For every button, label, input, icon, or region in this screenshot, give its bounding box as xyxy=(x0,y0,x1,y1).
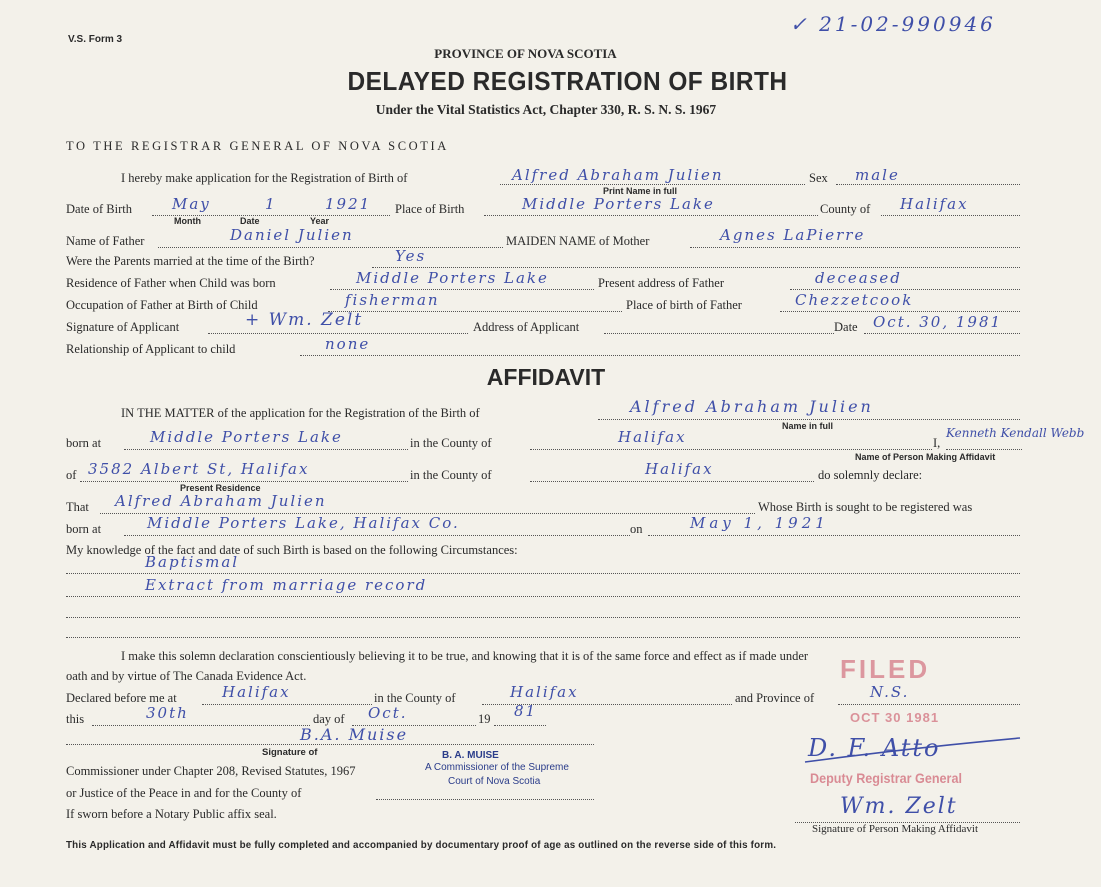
born-at-value-2[interactable]: Middle Porters Lake, Halifax Co. xyxy=(147,514,460,532)
place-birth-label: Place of Birth xyxy=(395,202,465,216)
commissioner-signature: B.A. Muise xyxy=(300,725,409,744)
day-of-label: day of xyxy=(313,712,345,726)
sig-person-label: Signature of Person Making Affidavit xyxy=(812,823,978,835)
circumstance-1[interactable]: Baptismal xyxy=(145,553,240,571)
dob-day[interactable]: 1 xyxy=(265,195,277,213)
father-birth-label: Place of birth of Father xyxy=(626,298,742,312)
form-number: V.S. Form 3 xyxy=(68,34,123,45)
maiden-label: MAIDEN NAME of Mother xyxy=(506,234,650,248)
affiant-signature: Wm. Zelt xyxy=(840,794,958,819)
county-label: County of xyxy=(820,202,871,216)
form-subtitle: Under the Vital Statistics Act, Chapter 330, R. S. N. S. 1967 xyxy=(375,102,717,117)
solemn-line-2: oath and by virtue of The Canada Evidence Act. xyxy=(66,669,307,683)
dob-year[interactable]: 1921 xyxy=(325,195,372,213)
on-label: on xyxy=(630,522,643,536)
county-value-c[interactable]: Halifax xyxy=(510,683,579,701)
applicant-child-name[interactable]: Alfred Abraham Julien xyxy=(512,166,724,184)
occupation-label: Occupation of Father at Birth of Child xyxy=(66,298,258,312)
affiant-name[interactable]: Kenneth Kendall Webb xyxy=(946,426,1085,440)
form-title: DELAYED REGISTRATION OF BIRTH xyxy=(347,66,788,96)
i-label: I, xyxy=(933,436,941,450)
addr-applicant-label: Address of Applicant xyxy=(473,320,580,334)
circumstance-2[interactable]: Extract from marriage record xyxy=(145,576,428,594)
filed-date-stamp: OCT 30 1981 xyxy=(850,710,940,725)
father-birth-value[interactable]: Chezzetcook xyxy=(795,291,914,309)
declared-value[interactable]: Halifax xyxy=(222,683,291,701)
present-addr-label: Present address of Father xyxy=(598,276,725,290)
dob-month[interactable]: May xyxy=(172,195,211,213)
signature-of-label: Signature of xyxy=(262,747,318,758)
deputy-registrar-stamp: Deputy Registrar General xyxy=(810,770,962,786)
registrar-signature: D. F. Atto xyxy=(808,734,941,762)
affidavit-child-name[interactable]: Alfred Abraham Julien xyxy=(630,397,874,416)
residence-label: Residence of Father when Child was born xyxy=(66,276,276,290)
footer-note: This Application and Affidavit must be fully completed and accompanied by documentary proof of age as outlined on the reverse side of this form. xyxy=(66,840,777,851)
married-label: Were the Parents married at the time of the Birth? xyxy=(66,254,315,268)
county-label-b: in the County of xyxy=(410,468,492,482)
knowledge-label: My knowledge of the fact and date of such Birth is based on the following Circumstances: xyxy=(66,543,518,557)
residence-value[interactable]: Middle Porters Lake xyxy=(356,269,549,287)
commissioner-label: Commissioner under Chapter 208, Revised Statutes, 1967 xyxy=(66,764,356,778)
month-value[interactable]: Oct. xyxy=(368,704,408,722)
that-value[interactable]: Alfred Abraham Julien xyxy=(115,492,327,510)
born-at-value[interactable]: Middle Porters Lake xyxy=(150,428,343,446)
registrar-signature-flourish xyxy=(800,730,1030,770)
affidavit-heading: AFFIDAVIT xyxy=(486,364,606,390)
on-value[interactable]: May 1, 1921 xyxy=(690,514,829,532)
declared-label: Declared before me at xyxy=(66,691,177,705)
sex-label: Sex xyxy=(809,171,828,185)
married-value[interactable]: Yes xyxy=(395,247,427,265)
relationship-value[interactable]: none xyxy=(325,335,371,353)
sig-applicant-label: Signature of Applicant xyxy=(66,320,180,334)
county-label-c: in the County of xyxy=(374,691,456,705)
whose-label: Whose Birth is sought to be registered was xyxy=(758,500,973,514)
apply-label: I hereby make application for the Registration of Birth of xyxy=(121,171,408,185)
county-value-a[interactable]: Halifax xyxy=(618,428,687,446)
born-at-label-2: born at xyxy=(66,522,102,536)
born-at-label: born at xyxy=(66,436,102,450)
day-value[interactable]: 30th xyxy=(146,704,189,722)
print-name-note: Print Name in full xyxy=(603,186,678,196)
year-note: Year xyxy=(310,216,330,226)
date-value[interactable]: Oct. 30, 1981 xyxy=(873,313,1003,331)
province-heading: PROVINCE OF NOVA SCOTIA xyxy=(434,46,617,61)
province-label: and Province of xyxy=(735,691,815,705)
month-note: Month xyxy=(174,216,201,226)
place-birth-value[interactable]: Middle Porters Lake xyxy=(522,195,715,213)
father-label: Name of Father xyxy=(66,234,145,248)
stamp-line-2: Court of Nova Scotia xyxy=(448,776,541,787)
stamp-line-1: A Commissioner of the Supreme xyxy=(425,762,569,773)
matter-label: IN THE MATTER of the application for the Registration of the Birth of xyxy=(121,406,480,420)
that-label: That xyxy=(66,500,89,514)
affiant-note: Name of Person Making Affidavit xyxy=(855,452,996,462)
justice-label: or Justice of the Peace in and for the County of xyxy=(66,786,302,800)
date-label: Date xyxy=(834,320,858,334)
dob-label: Date of Birth xyxy=(66,202,132,216)
sig-applicant-value[interactable]: + Wm. Zelt xyxy=(245,310,364,330)
occupation-value[interactable]: fisherman xyxy=(345,291,440,309)
maiden-value[interactable]: Agnes LaPierre xyxy=(720,226,866,244)
sex-value[interactable]: male xyxy=(855,166,900,184)
name-full-note: Name in full xyxy=(782,421,834,431)
present-res-note: Present Residence xyxy=(180,483,261,493)
present-addr-value[interactable]: deceased xyxy=(815,269,902,287)
to-line: TO THE REGISTRAR GENERAL OF NOVA SCOTIA xyxy=(66,139,449,153)
stamp-name: B. A. MUISE xyxy=(442,750,499,761)
nineteen-label: 19 xyxy=(478,712,491,726)
year-value[interactable]: 81 xyxy=(514,702,538,720)
declare-label: do solemnly declare: xyxy=(818,468,923,482)
father-name[interactable]: Daniel Julien xyxy=(230,226,354,244)
registration-number: ✓ 21-02-990946 xyxy=(790,12,996,36)
date-note: Date xyxy=(240,216,260,226)
county-label-a: in the County of xyxy=(410,436,492,450)
county-value[interactable]: Halifax xyxy=(900,195,969,213)
this-label: this xyxy=(66,712,85,726)
of-label: of xyxy=(66,468,77,482)
province-value[interactable]: N.S. xyxy=(870,683,910,701)
filed-stamp: FILED xyxy=(840,654,931,684)
solemn-line-1: I make this solemn declaration conscientiously believing it to be true, and knowing that it is of the same force and effect as if made under xyxy=(121,649,809,663)
relationship-label: Relationship of Applicant to child xyxy=(66,342,236,356)
affiant-residence[interactable]: 3582 Albert St, Halifax xyxy=(88,460,310,478)
notary-label: If sworn before a Notary Public affix seal. xyxy=(66,807,277,821)
county-value-b[interactable]: Halifax xyxy=(645,460,714,478)
